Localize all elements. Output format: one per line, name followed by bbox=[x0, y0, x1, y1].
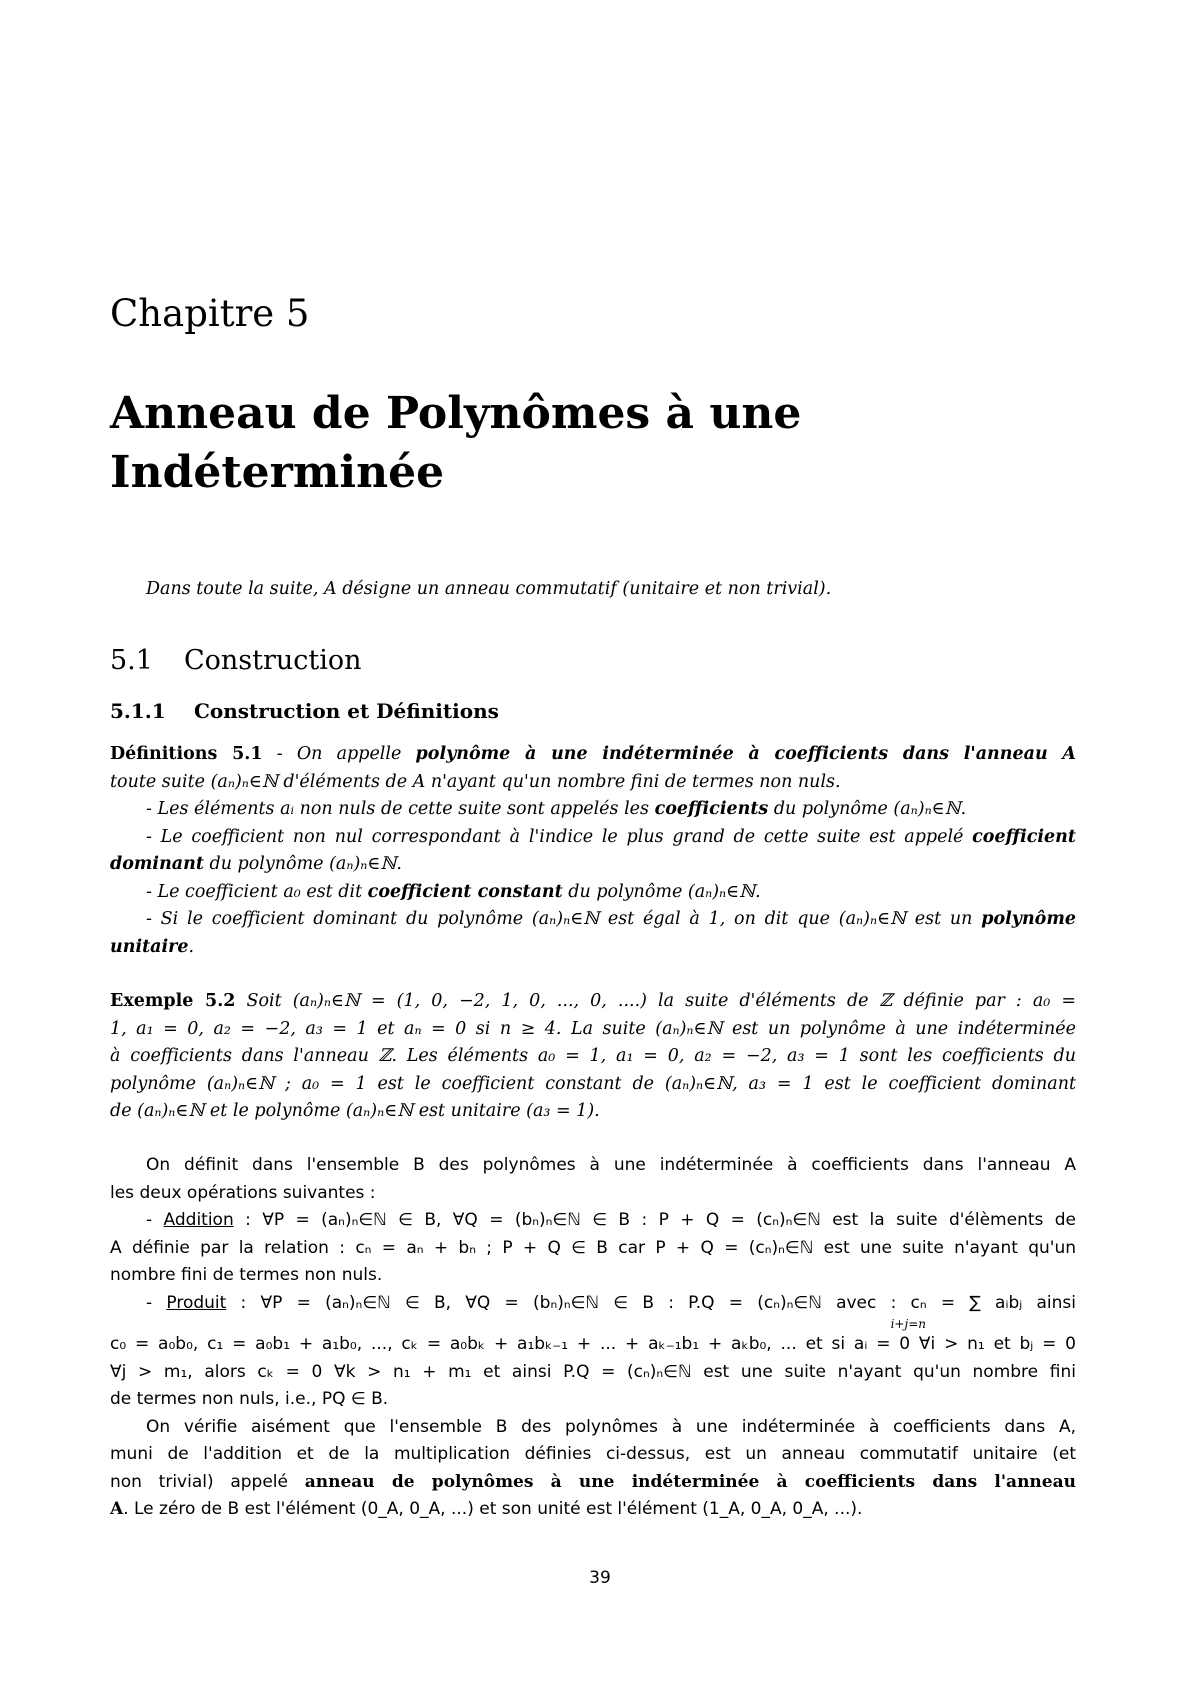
definition-term: unitaire bbox=[110, 936, 189, 957]
definition-term: polynôme à une indéterminée à coefficients dans l'anneau A bbox=[415, 744, 1076, 764]
definition-line bbox=[110, 879, 1076, 907]
definition-text: . bbox=[188, 936, 195, 957]
body-line bbox=[110, 1469, 1076, 1497]
definition-text: du polynôme (aₙ)ₙ∈ℕ. bbox=[562, 881, 761, 902]
definition-line bbox=[110, 824, 1076, 852]
body-line: ∀j > m₁, alors cₖ = 0 ∀k > n₁ + m₁ et ainsi P.Q = (cₙ)ₙ∈ℕ est une suite n'ayant qu'un nombre fini bbox=[110, 1361, 1076, 1382]
sum-subscript: i+j=n bbox=[890, 1317, 926, 1331]
body-text-span: - bbox=[146, 1292, 167, 1313]
body-line: On définit dans l'ensemble B des polynômes à une indéterminée à coefficients dans l'anneau A bbox=[146, 1155, 1076, 1175]
section-title: Construction bbox=[184, 645, 362, 676]
section-number: 5.1 bbox=[110, 645, 153, 676]
body-line: muni de l'addition et de la multiplication définies ci-dessus, est un anneau commutatif unitaire (et bbox=[110, 1444, 1076, 1464]
definition-term: coefficient constant bbox=[367, 881, 563, 902]
example-label: Exemple 5.2 bbox=[110, 991, 236, 1011]
body-line: de termes non nuls, i.e., PQ ∈ B. bbox=[110, 1389, 389, 1409]
chapter-title-line-1: Anneau de Polynômes à une bbox=[110, 388, 802, 439]
definition-term: polynôme bbox=[981, 909, 1076, 929]
example-line: à coefficients dans l'anneau ℤ. Les éléments a₀ = 1, a₁ = 0, a₂ = −2, a₃ = 1 sont les coefficients du bbox=[110, 1046, 1076, 1066]
chapter-title bbox=[110, 384, 1110, 502]
example-text: Soit (aₙ)ₙ∈ℕ = (1, 0, −2, 1, 0, ..., 0, ....) la suite d'éléments de ℤ définie par : a₀ = bbox=[235, 991, 1077, 1011]
section-heading bbox=[110, 645, 362, 676]
definition-term: dominant bbox=[110, 854, 204, 874]
body-text-span: . Le zéro de B est l'élément (0_A, 0_A, ...) et son unité est l'élément (1_A, 0_A, 0_A, ...). bbox=[123, 1499, 863, 1519]
definition-line bbox=[110, 934, 1076, 962]
definition-line bbox=[110, 906, 1076, 934]
body-text-span: - bbox=[146, 1210, 164, 1230]
intro-sentence: Dans toute la suite, A désigne un anneau commutatif (unitaire et non trivial). bbox=[146, 579, 832, 599]
definition-line: toute suite (aₙ)ₙ∈ℕ d'éléments de A n'ayant qu'un nombre fini de termes non nuls. bbox=[110, 771, 841, 792]
definition-line bbox=[110, 796, 1076, 824]
definition-text: du polynôme (aₙ)ₙ∈ℕ. bbox=[768, 799, 967, 819]
definition-text: - Le coefficient a₀ est dit bbox=[146, 881, 368, 902]
body-line: nombre fini de termes non nuls. bbox=[110, 1265, 383, 1285]
definition-label: Définitions 5.1 bbox=[110, 744, 263, 764]
example-line bbox=[110, 988, 1076, 1016]
chapter-label: Chapitre 5 bbox=[110, 292, 310, 335]
definition-term: coefficients bbox=[654, 799, 769, 819]
addition-term: Addition bbox=[163, 1210, 234, 1230]
body-line: On vérifie aisément que l'ensemble B des polynômes à une indéterminée à coefficients dans A, bbox=[146, 1416, 1076, 1437]
body-line: A définie par la relation : cₙ = aₙ + bₙ ; P + Q ∈ B car P + Q = (cₙ)ₙ∈ℕ est une suite n'ayant qu'un bbox=[110, 1237, 1076, 1258]
definition-block bbox=[110, 741, 1076, 961]
definition-line bbox=[110, 851, 1076, 879]
subsection-heading bbox=[110, 699, 499, 723]
body-text-span: : ∀P = (aₙ)ₙ∈ℕ ∈ B, ∀Q = (bₙ)ₙ∈ℕ ∈ B : P + Q = (cₙ)ₙ∈ℕ est la suite d'élèments de bbox=[233, 1210, 1076, 1230]
body-line bbox=[110, 1496, 1076, 1524]
subsection-number: 5.1.1 bbox=[110, 699, 166, 723]
body-line: c₀ = a₀b₀, c₁ = a₀b₁ + a₁b₀, ..., cₖ = a₀bₖ + a₁bₖ₋₁ + ... + aₖ₋₁b₁ + aₖb₀, ... et si aᵢ = 0 ∀i > n₁ et bⱼ = 0 bbox=[110, 1334, 1076, 1354]
definition-text: - On appelle bbox=[262, 744, 416, 764]
example-line: de (aₙ)ₙ∈ℕ et le polynôme (aₙ)ₙ∈ℕ est unitaire (a₃ = 1). bbox=[110, 1101, 600, 1121]
definition-term: coefficient bbox=[972, 826, 1076, 847]
chapter-title-line-2: Indéterminée bbox=[110, 447, 445, 498]
definition-text: - Les éléments aᵢ non nuls de cette suite sont appelés les bbox=[146, 799, 655, 819]
definition-line bbox=[110, 741, 1076, 769]
body-line bbox=[110, 1290, 1076, 1318]
subsection-title: Construction et Définitions bbox=[194, 699, 499, 723]
page-number: 39 bbox=[589, 1568, 611, 1588]
example-line: polynôme (aₙ)ₙ∈ℕ ; a₀ = 1 est le coefficient constant de (aₙ)ₙ∈ℕ, a₃ = 1 est le coefficient dominant bbox=[110, 1073, 1076, 1094]
example-line: 1, a₁ = 0, a₂ = −2, a₃ = 1 et aₙ = 0 si n ≥ 4. La suite (aₙ)ₙ∈ℕ est un polynôme à une indéterminée bbox=[110, 1018, 1076, 1039]
ring-definition-term: A bbox=[110, 1499, 124, 1519]
example-block bbox=[110, 988, 1076, 1126]
definition-text: - Le coefficient non nul correspondant à l'indice le plus grand de cette suite est appelé bbox=[146, 826, 973, 847]
ring-definition-term: anneau de polynômes à une indéterminée à coefficients dans l'anneau bbox=[304, 1471, 1076, 1492]
definition-text: - Si le coefficient dominant du polynôme (aₙ)ₙ∈ℕ est égal à 1, on dit que (aₙ)ₙ∈ℕ est un bbox=[146, 909, 982, 929]
produit-term: Produit bbox=[166, 1292, 227, 1313]
body-text-span: : ∀P = (aₙ)ₙ∈ℕ ∈ B, ∀Q = (bₙ)ₙ∈ℕ ∈ B : P.Q = (cₙ)ₙ∈ℕ avec : cₙ = ∑ aᵢbⱼ ainsi bbox=[226, 1292, 1076, 1313]
body-text bbox=[110, 1152, 1076, 1524]
definition-text: du polynôme (aₙ)ₙ∈ℕ. bbox=[203, 854, 402, 874]
body-line bbox=[110, 1207, 1076, 1235]
body-text-span: non trivial) appelé bbox=[110, 1471, 305, 1492]
body-line: les deux opérations suivantes : bbox=[110, 1182, 376, 1203]
